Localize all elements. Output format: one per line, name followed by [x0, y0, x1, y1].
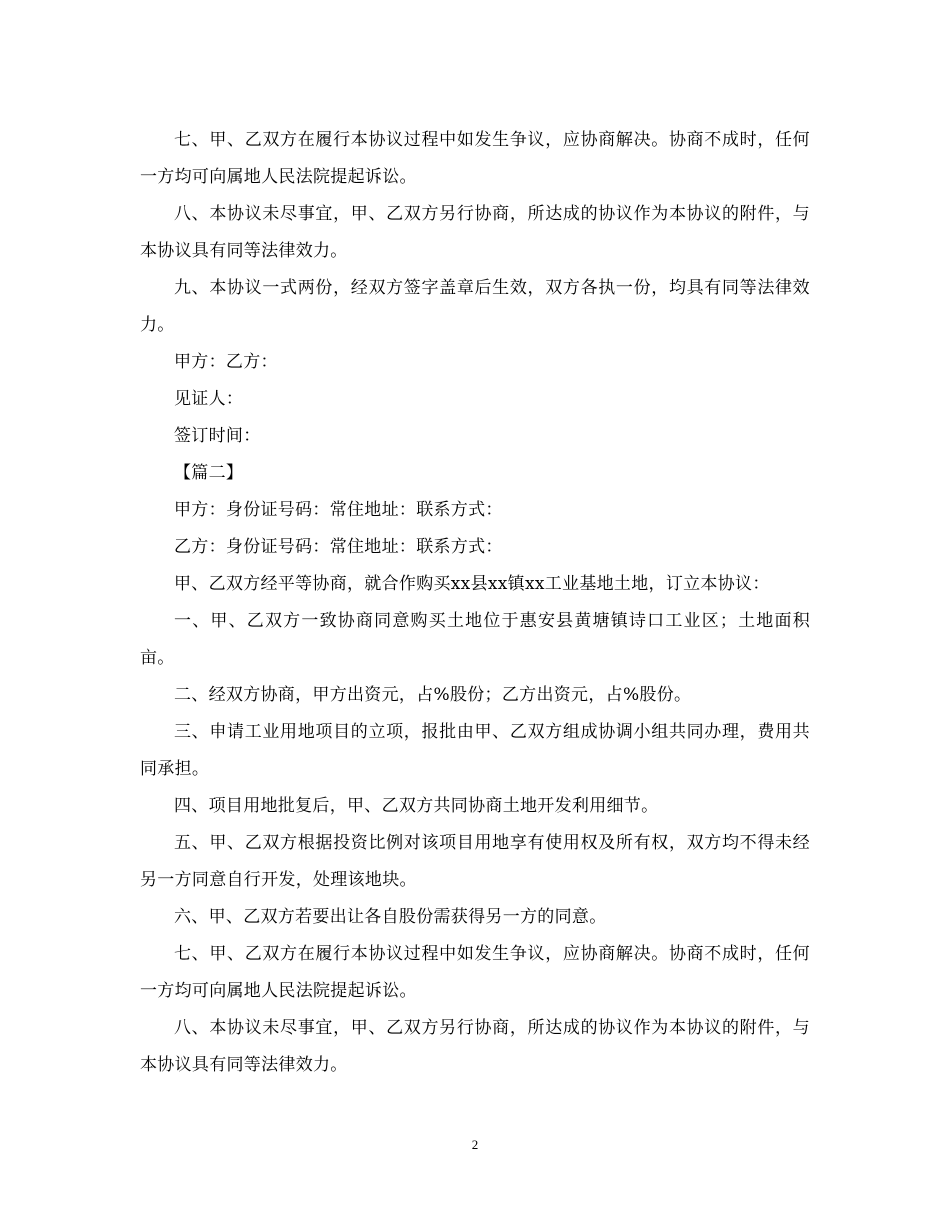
- party-a-info-line: 甲方：身份证号码：常住地址：联系方式：: [174, 500, 503, 520]
- paragraph-clause-6: 六、甲、乙双方若要出让各自股份需获得另一方的同意。: [174, 907, 607, 927]
- paragraph-clause-8: 八、本协议未尽事宜，甲、乙双方另行协商，所达成的协议作为本协议的附件，与本协议具有同等法律效力。: [140, 204, 810, 261]
- paragraph-clause-4: 四、项目用地批复后，甲、乙双方共同协商土地开发利用细节。: [174, 796, 659, 816]
- agreement-preamble: 甲、乙双方经平等协商，就合作购买xx县xx镇xx工业基地土地，订立本协议：: [174, 574, 770, 594]
- page-number: 2: [471, 1137, 479, 1152]
- signature-parties-line: 甲方：乙方：: [174, 352, 278, 372]
- paragraph-clause-7b: 七、甲、乙双方在履行本协议过程中如发生争议，应协商解决。协商不成时，任何一方均可向属地人民法院提起诉讼。: [140, 944, 810, 1001]
- signing-date-line: 签订时间：: [174, 426, 261, 446]
- paragraph-clause-1: 一、甲、乙双方一致协商同意购买土地位于惠安县黄塘镇诗口工业区；土地面积亩。: [140, 611, 810, 668]
- paragraph-clause-2: 二、经双方协商，甲方出资元，占%股份；乙方出资元，占%股份。: [174, 685, 692, 705]
- party-b-info-line: 乙方：身份证号码：常住地址：联系方式：: [174, 537, 503, 557]
- paragraph-clause-7: 七、甲、乙双方在履行本协议过程中如发生争议，应协商解决。协商不成时，任何一方均可向属地人民法院提起诉讼。: [140, 130, 810, 187]
- paragraph-clause-9: 九、本协议一式两份，经双方签字盖章后生效，双方各执一份，均具有同等法律效力。: [140, 278, 810, 335]
- document-body: [140, 122, 810, 1084]
- paragraph-clause-8b: 八、本协议未尽事宜，甲、乙双方另行协商，所达成的协议作为本协议的附件，与本协议具有同等法律效力。: [140, 1018, 810, 1075]
- section-heading: 【篇二】: [174, 463, 244, 483]
- witness-line: 见证人：: [174, 389, 244, 409]
- paragraph-clause-5: 五、甲、乙双方根据投资比例对该项目用地享有使用权及所有权，双方均不得未经另一方同意自行开发，处理该地块。: [140, 833, 810, 890]
- paragraph-clause-3: 三、申请工业用地项目的立项，报批由甲、乙双方组成协调小组共同办理，费用共同承担。: [140, 722, 810, 779]
